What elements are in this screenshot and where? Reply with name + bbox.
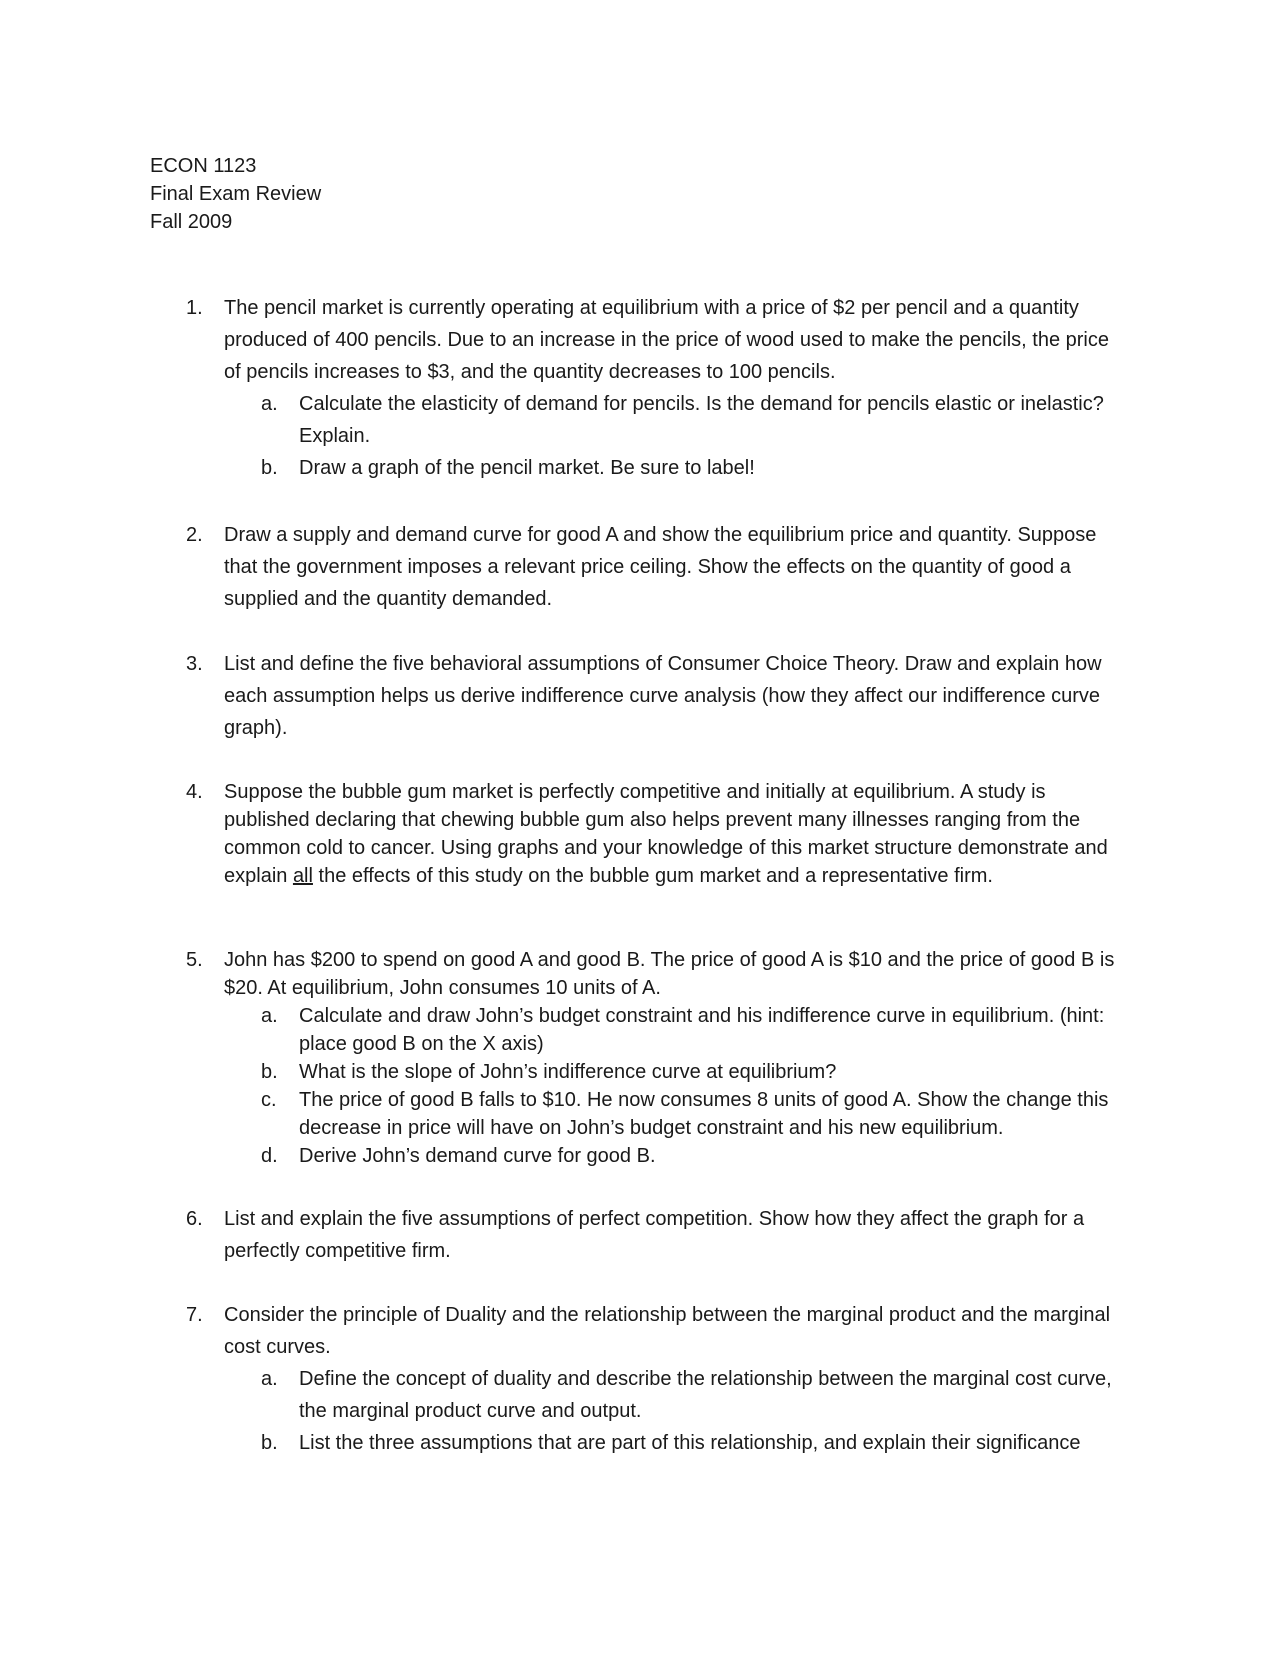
document-title: Final Exam Review [150, 183, 322, 205]
question-text: List and explain the five assumptions of perfect competition. Show how they affect the graph for a perfectly competitive firm. [224, 1208, 1085, 1262]
question-text: List and define the five behavioral assumptions of Consumer Choice Theory. Draw and explain how each assumption helps us derive indifference curve analysis (how they affect our indifference curve graph). [224, 653, 1102, 739]
part-text: Calculate the elasticity of demand for pencils. Is the demand for pencils elastic or inelastic? Explain. [299, 393, 1104, 447]
question-number: 6. [186, 1208, 203, 1230]
question-part [261, 1142, 1126, 1170]
part-text: What is the slope of John’s indifference curve at equilibrium? [299, 1061, 837, 1083]
question-text-before: Suppose the bubble gum market is perfectly competitive and initially at equilibrium. A study is published declaring that chewing bubble gum also helps prevent many illnesses ranging from the common cold to cancer. Using graphs and your knowledge of this market structure demonstrate and explain [224, 781, 1108, 887]
question-part [261, 452, 1126, 484]
part-text: Draw a graph of the pencil market. Be sure to label! [299, 457, 755, 479]
question-5 [186, 946, 1126, 1170]
question-number: 1. [186, 297, 203, 319]
question-text: The pencil market is currently operating at equilibrium with a price of $2 per pencil and a quantity produced of 400 pencils. Due to an increase in the price of wood used to make the pencils, the price of pencils increases to $3, and the quantity decreases to 100 pencils. [224, 297, 1109, 383]
question-number: 5. [186, 949, 203, 971]
question-number: 2. [186, 524, 203, 546]
question-text: Draw a supply and demand curve for good A and show the equilibrium price and quantity. Suppose that the government imposes a relevant price ceiling. Show the effects on the quantity of good a supplied and the quantity demanded. [224, 524, 1097, 610]
question-text-after: the effects of this study on the bubble gum market and a representative firm. [312, 865, 993, 887]
question-part [261, 1363, 1126, 1427]
part-text: List the three assumptions that are part of this relationship, and explain their significance [299, 1432, 1081, 1454]
question-7 [186, 1299, 1126, 1459]
course-code: ECON 1123 [150, 155, 257, 177]
question-number: 7. [186, 1304, 203, 1326]
question-number: 4. [186, 781, 203, 803]
question-text: Consider the principle of Duality and the relationship between the marginal product and the marginal cost curves. [224, 1304, 1111, 1358]
term: Fall 2009 [150, 211, 233, 233]
underlined-word: all [292, 865, 313, 887]
part-letter: a. [261, 393, 278, 415]
question-part [261, 1086, 1126, 1142]
question-text [224, 778, 1126, 890]
part-text: Derive John’s demand curve for good B. [299, 1145, 656, 1167]
part-letter: a. [261, 1005, 278, 1027]
part-letter: b. [261, 1432, 278, 1454]
part-letter: a. [261, 1368, 278, 1390]
part-text: The price of good B falls to $10. He now consumes 8 units of good A. Show the change this decrease in price will have on John’s budget constraint and his new equilibrium. [299, 1089, 1109, 1139]
document-header [150, 152, 321, 236]
question-text: John has $200 to spend on good A and good B. The price of good A is $10 and the price of good B is $20. At equilibrium, John consumes 10 units of A. [224, 949, 1115, 999]
question-part [261, 1427, 1126, 1459]
part-letter: b. [261, 457, 278, 479]
question-part [261, 1002, 1126, 1058]
question-number: 3. [186, 653, 203, 675]
part-letter: c. [261, 1089, 277, 1111]
part-text: Define the concept of duality and describe the relationship between the marginal cost curve, the marginal product curve and output. [299, 1368, 1112, 1422]
question-3 [186, 648, 1126, 744]
part-text: Calculate and draw John’s budget constraint and his indifference curve in equilibrium. (hint: place good B on the X axis) [299, 1005, 1105, 1055]
question-part [261, 388, 1126, 452]
question-4 [186, 778, 1126, 890]
question-1 [186, 292, 1126, 484]
part-letter: b. [261, 1061, 278, 1083]
question-part [261, 1058, 1126, 1086]
part-letter: d. [261, 1145, 278, 1167]
question-6 [186, 1203, 1126, 1267]
question-2 [186, 519, 1126, 615]
